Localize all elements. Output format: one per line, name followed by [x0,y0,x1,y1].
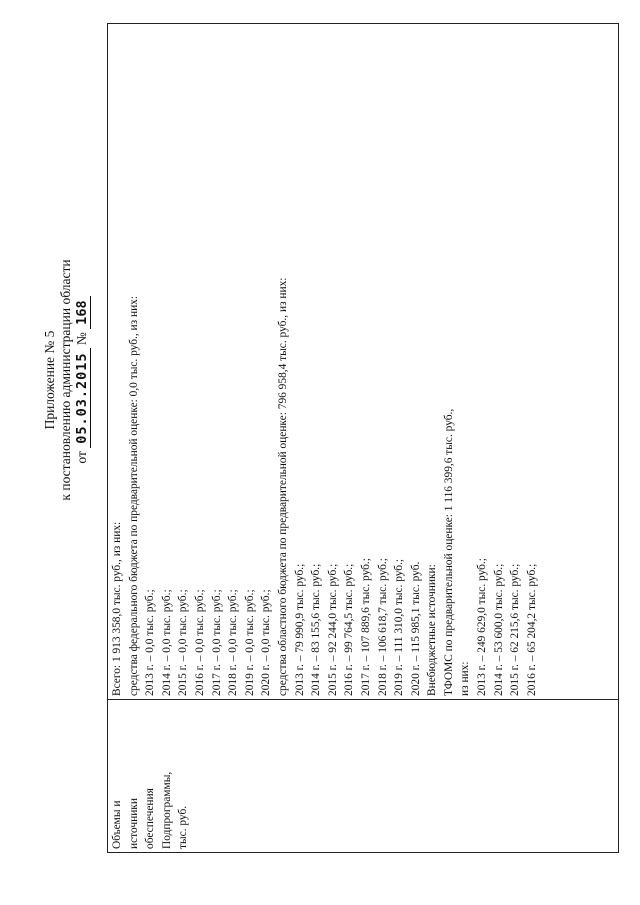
label-line: тыс. руб. [177,805,190,849]
content-line: 2019 г. – 111 310,0 тыс. руб.; [393,558,406,696]
content-line: 2018 г. – 0,0 тыс. руб.; [227,589,240,696]
decree-date: 05.03.2015 [74,348,91,447]
content-line: 2019 г. – 0,0 тыс. руб.; [243,589,256,696]
content-line: 2016 г. – 65 204,2 тыс. руб.; [525,563,538,696]
content-line: 2017 г. – 0,0 тыс. руб.; [210,589,223,696]
content-line: 2013 г. – 79 990,9 тыс. руб.; [293,563,306,696]
appendix-title: Приложение № 5 [42,330,57,430]
date-prefix: от [74,451,89,464]
label-line: обеспечения [144,788,157,849]
content-line: 2015 г. – 62 215,6 тыс. руб.; [509,563,522,696]
content-line: 2014 г. – 83 155,6 тыс. руб.; [310,563,323,696]
content-line: средства областного бюджета по предварительной оценке: 796 958,4 тыс. руб., из них: [276,277,289,696]
appendix-subtitle: к постановлению администрации области [58,259,73,501]
label-cell [108,700,619,853]
content-line: 2013 г. – 249 629,0 тыс. руб.; [476,558,489,696]
label-line: Объемы и [111,800,123,849]
label-line: Подпрограммы, [160,771,173,849]
funding-table [107,23,619,853]
number-prefix: № [74,332,89,346]
content-line: 2015 г. – 0,0 тыс. руб.; [177,589,190,696]
content-line: 2014 г. – 0,0 тыс. руб.; [160,589,173,696]
content-line: из них: [459,661,472,696]
content-line: 2015 г. – 92 244,0 тыс. руб.; [326,563,339,696]
content-line: 2020 г. – 115 985,1 тыс. руб. [409,561,422,696]
decree-number: 168 [74,296,91,328]
content-cell [108,24,619,700]
content-line: 2014 г. – 53 600,0 тыс. руб.; [492,563,505,696]
content-line: средства федерального бюджета по предварительной оценке: 0,0 тыс. руб., из них: [127,295,140,696]
content-line: 2018 г. – 106 618,7 тыс. руб.; [376,558,389,696]
content-line: 2020 г. – 0,0 тыс. руб.; [260,589,273,696]
content-line: 2016 г. – 0,0 тыс. руб.; [193,589,206,696]
content-line: 2013 г. – 0,0 тыс. руб.; [144,589,157,696]
content-line: Всего: 1 913 358,0 тыс. руб., из них: [111,521,123,696]
content-line: 2017 г. – 107 889,6 тыс. руб.; [359,558,372,696]
content-line: 2016 г. – 99 764,5 тыс. руб.; [343,563,356,696]
document-header [42,150,90,610]
decree-date-line [74,150,90,610]
label-line: источники [127,798,140,849]
content-line: Внебюджетные источники: [426,564,439,696]
content-line: ТФОМС по предварительной оценке: 1 116 399,6 тыс. руб., [442,408,455,696]
table-row [108,24,619,853]
